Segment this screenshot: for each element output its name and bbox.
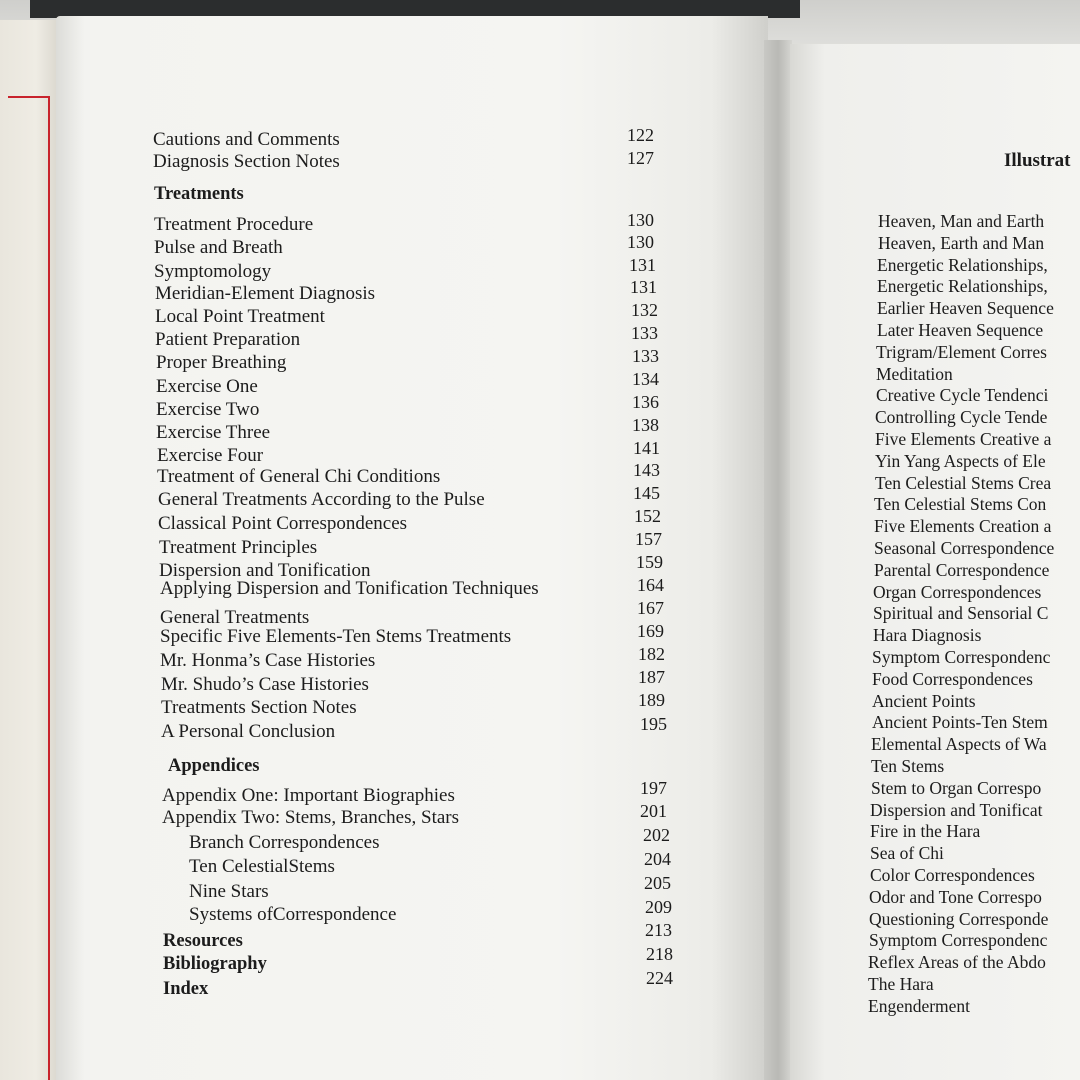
illustrations-title: Illustrat [1004,150,1071,171]
toc-page-number: 201 [640,801,667,821]
illustration-entry: Heaven, Earth and Man [878,232,1045,253]
illustration-entry: Food Correspondences [872,668,1033,689]
illustration-entry: Hara Diagnosis [873,625,982,646]
toc-page-number: 138 [632,415,659,435]
illustration-entry: Symptom Correspondenc [869,930,1048,951]
toc-entry: Local Point Treatment [155,306,325,327]
toc-entry: Treatments Section Notes [161,697,357,718]
illustration-entry: Five Elements Creation a [874,516,1052,537]
toc-page-number: 133 [632,346,659,366]
illustration-entry: Ten Stems [871,756,945,776]
toc-entry: A Personal Conclusion [161,721,336,742]
toc-page-number: 122 [627,125,654,145]
section-heading: Appendices [168,756,260,776]
toc-page-number: 209 [645,897,672,917]
toc-entry: Branch Correspondences [189,832,380,853]
toc-page-number: 197 [640,778,667,798]
toc-page-number: 169 [637,621,664,641]
toc-entry: Appendix Two: Stems, Branches, Stars [162,807,460,828]
toc-page-number: 204 [644,849,671,869]
toc-page-number: 159 [636,552,663,572]
toc-entry: Appendix One: Important Biographies [162,785,455,806]
toc-page-number: 205 [644,873,671,893]
toc-page-number: 182 [638,644,665,664]
toc-entry: Exercise One [156,376,258,397]
illustration-entry: Organ Correspondences [873,581,1042,602]
red-border-line-top [8,96,50,98]
illustration-entry: Five Elements Creative a [875,429,1052,449]
toc-page-number: 164 [637,575,664,595]
toc-entry: Exercise Four [157,445,264,466]
illustration-entry: Parental Correspondence [874,559,1050,580]
left-sheet [0,20,60,1080]
illustration-entry: Meditation [876,363,953,384]
toc-page-number: 202 [643,825,670,845]
toc-entry: Applying Dispersion and Tonification Techniques [160,578,539,599]
illustration-entry: Elemental Aspects of Wa [871,734,1047,755]
toc-entry: Ten CelestialStems [189,856,335,877]
toc-page-number: 131 [629,255,656,275]
toc-page-number: 145 [633,483,660,503]
toc-page-number: 218 [646,944,673,964]
illustration-entry: Ancient Points-Ten Stem [872,712,1048,733]
illustration-entry: Earlier Heaven Sequence [877,298,1054,319]
toc-entry: Classical Point Correspondences [158,513,408,534]
toc-page-number: 143 [633,460,660,480]
illustration-entry: Reflex Areas of the Abdo [868,952,1046,973]
toc-entry: Dispersion and Tonification [159,560,371,581]
toc-entry: Specific Five Elements-Ten Stems Treatments [160,626,512,647]
toc-entry: Pulse and Breath [154,237,283,258]
illustration-entry: Ancient Points [872,690,976,711]
toc-entry: Treatment Procedure [154,214,314,235]
toc-page-number: 189 [638,690,665,710]
toc-page-number: 157 [635,529,662,549]
toc-page-number: 136 [632,392,659,412]
red-border-line [48,96,50,1080]
book-gutter [764,40,792,1080]
toc-page-number: 133 [631,323,658,343]
section-heading: Resources [163,931,243,951]
toc-entry: Symptomology [154,261,272,282]
toc-entry: Cautions and Comments [153,129,340,150]
toc-entry: Systems ofCorrespondence [189,904,397,925]
illustration-entry: Creative Cycle Tendenci [876,385,1049,406]
illustration-entry: Yin Yang Aspects of Ele [875,450,1046,471]
toc-page-number: 187 [638,667,665,687]
toc-entry: Diagnosis Section Notes [153,151,340,172]
toc-page-number: 167 [637,598,664,618]
illustration-entry: Stem to Organ Correspo [871,777,1042,798]
toc-page-number: 130 [627,210,654,230]
toc-page-number: 152 [634,506,661,526]
toc-page-number: 131 [630,277,657,297]
toc-entry: Exercise Two [156,399,260,420]
illustration-entry: Fire in the Hara [870,821,981,842]
toc-page-number: 141 [633,438,660,458]
toc-entry: Patient Preparation [155,329,301,350]
illustration-entry: Energetic Relationships, [877,254,1048,275]
illustration-entry: Dispersion and Tonificat [870,799,1043,820]
section-heading: Bibliography [163,954,267,974]
illustration-entry: Trigram/Element Corres [876,341,1047,362]
toc-entry: Mr. Shudo’s Case Histories [161,674,369,695]
toc-entry: General Treatments According to the Pulse [158,489,485,510]
toc-page-number: 127 [627,148,654,168]
illustration-entry: Spiritual and Sensorial C [873,603,1049,624]
illustration-entry: Seasonal Correspondence [874,538,1055,558]
illustration-entry: Odor and Tone Correspo [869,886,1042,907]
toc-page-number: 130 [627,232,654,252]
illustration-entry: The Hara [868,974,934,994]
illustration-entry: Controlling Cycle Tende [875,407,1048,428]
section-heading: Treatments [154,184,244,204]
illustration-entry: Color Correspondences [870,865,1035,885]
section-heading: Index [163,979,209,999]
illustration-entry: Ten Celestial Stems Con [874,494,1047,515]
illustration-entry: Symptom Correspondenc [872,647,1051,667]
illustration-entry: Sea of Chi [870,843,944,864]
toc-page-number: 132 [631,300,658,320]
toc-entry: Treatment of General Chi Conditions [157,466,441,487]
illustration-entry: Engenderment [868,995,971,1016]
illustration-entry: Questioning Corresponde [869,908,1049,929]
toc-page-number: 195 [640,714,667,734]
toc-entry: Nine Stars [189,881,269,902]
toc-entry: Treatment Principles [159,537,318,558]
toc-entry: Proper Breathing [156,352,287,373]
toc-entry: Exercise Three [156,422,271,443]
illustrations-list [790,44,1080,1080]
toc-page-number: 224 [646,968,673,988]
illustration-entry: Later Heaven Sequence [877,320,1044,340]
illustration-entry: Ten Celestial Stems Crea [875,472,1052,493]
toc-entry: General Treatments [160,607,310,628]
illustration-entry: Energetic Relationships, [877,276,1048,297]
toc-entry: Meridian-Element Diagnosis [155,283,376,304]
toc-page-number: 134 [632,369,659,389]
toc-entry: Mr. Honma’s Case Histories [160,650,376,671]
toc-page-number: 213 [645,920,672,940]
illustration-entry: Heaven, Man and Earth [878,211,1045,231]
